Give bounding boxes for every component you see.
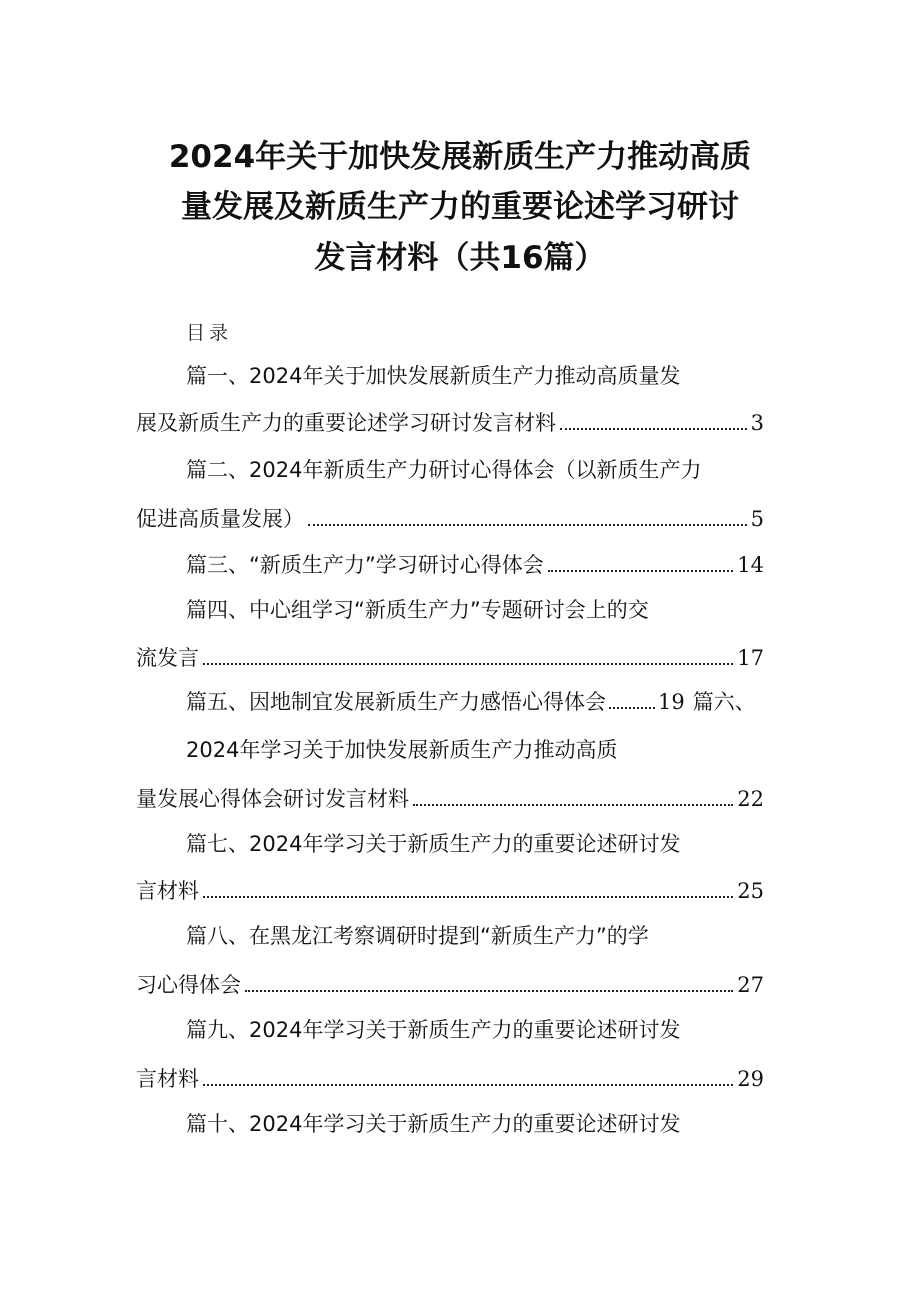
toc-entry-5-page: 19 — [658, 690, 685, 714]
toc-entry-4-page: 17 — [737, 646, 764, 670]
document-title-line-3: 发言材料（共16篇） — [314, 240, 606, 276]
toc-entry-8-line-2 — [136, 972, 764, 996]
toc-leader-dots — [413, 804, 733, 806]
toc-entry-9-line-1: 篇九、2024年学习关于新质生产力的重要论述研讨发 — [186, 1018, 681, 1042]
toc-entry-6-page: 22 — [737, 787, 764, 811]
toc-entry-7-text: 言材料 — [136, 879, 199, 903]
toc-entry-1-line-1: 篇一、2024年关于加快发展新质生产力推动高质量发 — [186, 364, 681, 388]
toc-entry-6-text: 量发展心得体会研讨发言材料 — [136, 787, 409, 811]
toc-leader-dots — [308, 524, 747, 526]
toc-leader-dots — [203, 663, 733, 665]
toc-entry-1-text: 展及新质生产力的重要论述学习研讨发言材料 — [136, 411, 556, 435]
toc-entry-3-page: 14 — [737, 553, 764, 577]
toc-entry-9-line-2 — [136, 1066, 764, 1090]
toc-entry-8-page: 27 — [737, 973, 764, 997]
document-title-line-2: 量发展及新质生产力的重要论述学习研讨 — [181, 189, 739, 225]
toc-leader-dots — [203, 896, 733, 898]
toc-entry-10-line-1: 篇十、2024年学习关于新质生产力的重要论述研讨发 — [186, 1112, 681, 1136]
toc-entry-1-line-2 — [136, 410, 764, 434]
toc-entry-2-text: 促进高质量发展） — [136, 507, 304, 531]
toc-entry-7-page: 25 — [737, 879, 764, 903]
toc-entry-3 — [186, 552, 764, 576]
toc-leader-dots — [609, 707, 655, 709]
toc-entry-2-line-2 — [136, 506, 764, 530]
toc-entry-9-text: 言材料 — [136, 1067, 199, 1091]
toc-heading: 目录 — [186, 322, 233, 344]
toc-leader-dots — [245, 990, 733, 992]
toc-entry-2-line-1: 篇二、2024年新质生产力研讨心得体会（以新质生产力 — [186, 458, 702, 482]
document-title-line-1: 2024年关于加快发展新质生产力推动高质 — [168, 139, 752, 175]
toc-entry-4-text: 流发言 — [136, 646, 199, 670]
toc-entry-6-prefix: 篇六、 — [692, 690, 756, 714]
toc-leader-dots — [203, 1084, 733, 1086]
toc-entry-3-text: 篇三、“新质生产力”学习研讨心得体会 — [186, 553, 544, 577]
toc-entry-2-page: 5 — [750, 507, 764, 531]
toc-entry-1-page: 3 — [750, 411, 764, 435]
toc-entry-6-line-1: 2024年学习关于加快发展新质生产力推动高质 — [186, 738, 618, 762]
toc-entry-4-line-1: 篇四、中心组学习“新质生产力”专题研讨会上的交 — [186, 598, 649, 622]
toc-entry-4-line-2 — [136, 645, 764, 669]
toc-entry-7-line-1: 篇七、2024年学习关于新质生产力的重要论述研讨发 — [186, 832, 681, 856]
toc-entry-8-text: 习心得体会 — [136, 973, 241, 997]
toc-entry-8-line-1: 篇八、在黑龙江考察调研时提到“新质生产力”的学 — [186, 924, 649, 948]
toc-leader-dots — [548, 570, 734, 572]
toc-entry-9-page: 29 — [737, 1067, 764, 1091]
toc-entry-6-line-2 — [136, 786, 764, 810]
toc-entry-7-line-2 — [136, 878, 764, 902]
toc-entry-5-text: 篇五、因地制宜发展新质生产力感悟心得体会 — [186, 690, 606, 714]
toc-leader-dots — [560, 428, 747, 430]
toc-entry-5 — [186, 692, 756, 713]
